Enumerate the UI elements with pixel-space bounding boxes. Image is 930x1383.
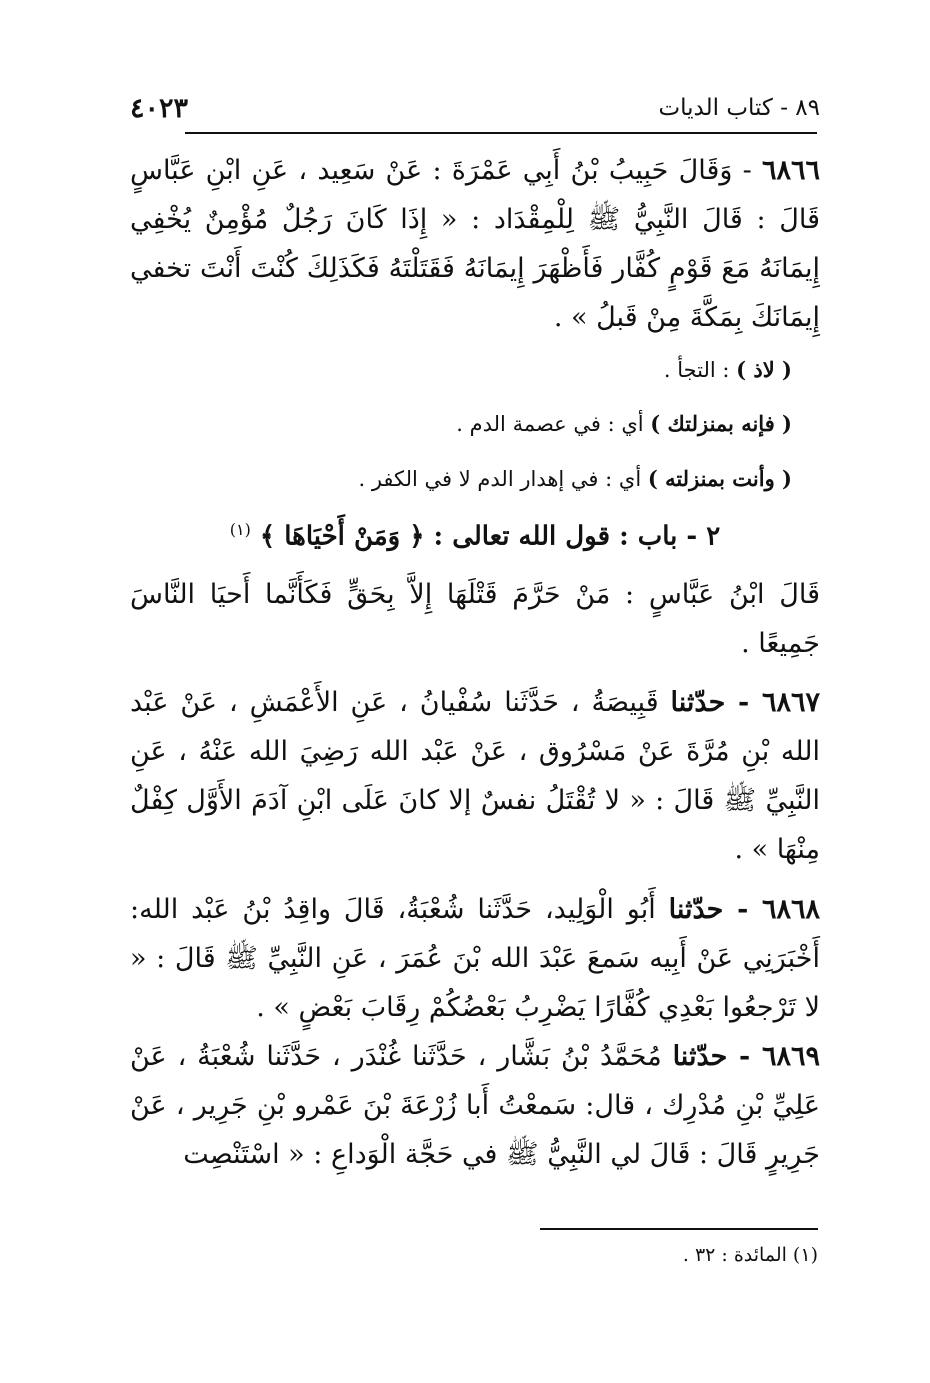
hadith-lead: - حدّثنا <box>668 893 762 925</box>
gloss-note <box>130 397 820 452</box>
gloss-text: أي : في إهدار الدم لا في الكفر . <box>358 466 648 491</box>
hadith-6868 <box>130 885 820 1032</box>
hadith-number: ٦٨٦٧ <box>761 687 820 719</box>
hadith-text: مُحَمَّدُ بْنُ بَشَّار ، حَدَّثَنا غُنْدَر ، حَدَّثَنا شُعْبَةُ ، عَنْ عَلِيِّ بْنِ مُدْرِك ، قال: سَمعْتُ أَبا زُرْعَةَ بْنَ عَمْرو بْنِ جَرِير ، عَنْ جَرِيرٍ قَالَ : قَالَ لي النَّبِيُّ ﷺ في حَجَّة الْوَداعِ : « اسْتَنْصِت <box>130 1040 820 1171</box>
page-body <box>130 146 820 1179</box>
page-header <box>130 88 820 128</box>
gloss-note <box>130 452 820 507</box>
gloss-text: : التجأ . <box>663 357 737 382</box>
page-number: ٤٠٢٣ <box>130 92 189 124</box>
hadith-text: قَبِيصَةُ ، حَدَّثَنا سُفْيانُ ، عَنِ الأَعْمَشِ ، عَنْ عَبْد الله بْنِ مُرَّةَ عَنْ مَسْرُوق ، عَنْ عَبْد الله رَضِيَ الله عَنْهُ ، عَنِ النَّبِيِّ ﷺ قَالَ : « لا تُقْتَلُ نفسٌ إلا كانَ عَلَى ابْنِ آدَمَ الأَوَّل كِفْلٌ مِنْهَا » . <box>130 687 820 866</box>
chapter-heading-text: ٢ - باب : قول الله تعالى : ﴿ وَمَنْ أَحْيَاهَا ﴾ <box>259 521 721 552</box>
hadith-number: ٦٨٦٩ <box>761 1040 820 1072</box>
hadith-6867 <box>130 678 820 875</box>
footnote: (١) المائدة : ٣٢ . <box>682 1244 818 1266</box>
footnote-marker: (١) <box>229 520 251 540</box>
gloss-term: ( لاذ ) <box>736 356 792 382</box>
paragraph-gap <box>130 875 820 885</box>
gloss-term: ( وأنت بمنزلته ) <box>647 465 792 491</box>
hadith-number: ٦٨٦٨ <box>761 893 820 925</box>
gloss-note <box>130 343 820 398</box>
gloss-text: أي : في عصمة الدم . <box>456 412 651 437</box>
hadith-6866 <box>130 146 820 343</box>
footnote-divider <box>540 1228 818 1230</box>
header-divider <box>185 132 817 134</box>
hadith-text: أَبُو الْوَلِيد، حَدَّثَنا شُعْبَةُ، قَالَ واقِدُ بْنُ عَبْد الله: أَخْبَرَنِي عَنْ أَبِيه سَمعَ عَبْدَ الله بْنَ عُمَرَ ، عَنِ النَّبِيِّ ﷺ قَالَ : « لا تَرْجعُوا بَعْدِي كُفَّارًا يَضْرِبُ بَعْضُكُمْ رِقَابَ بَعْضٍ » . <box>130 893 820 1023</box>
paragraph-gap <box>130 668 820 678</box>
hadith-number: ٦٨٦٦ <box>761 155 820 186</box>
hadith-lead: - حدّثنا <box>672 1040 762 1072</box>
running-chapter-title: ٨٩ - كتاب الديات <box>658 95 820 121</box>
chapter-heading <box>130 520 820 552</box>
hadith-text: - وَقَالَ حَبِيبُ بْنُ أَبِي عَمْرَةَ : عَنْ سَعِيد ، عَنِ ابْنِ عَبَّاسٍ قَالَ : قَالَ النَّبِيُّ ﷺ لِلْمِقْدَاد : « إِذَا كَانَ رَجُلٌ مُؤْمِنٌ يُخْفِي إِيمَانَهُ مَعَ قَوْمٍ كُفَّار فَأَظْهَرَ إِيمَانَهُ فَقَتَلْتَهُ فَكَذَلِكَ كُنْتَ أَنْتَ تخفي إِيمَانَكَ بِمَكَّةَ مِنْ قَبلُ » . <box>130 155 820 334</box>
hadith-lead: - حدّثنا <box>670 687 762 719</box>
ibn-abbas-statement: قَالَ ابْنُ عَبَّاسٍ : مَنْ حَرَّمَ قَتْلَهَا إِلاَّ بِحَقٍّ فَكَأَنَّما أَحيَا النَّاسَ جَمِيعًا . <box>130 578 820 659</box>
gloss-term: ( فإنه بمنزلتك ) <box>650 411 792 437</box>
hadith-6869 <box>130 1032 820 1179</box>
